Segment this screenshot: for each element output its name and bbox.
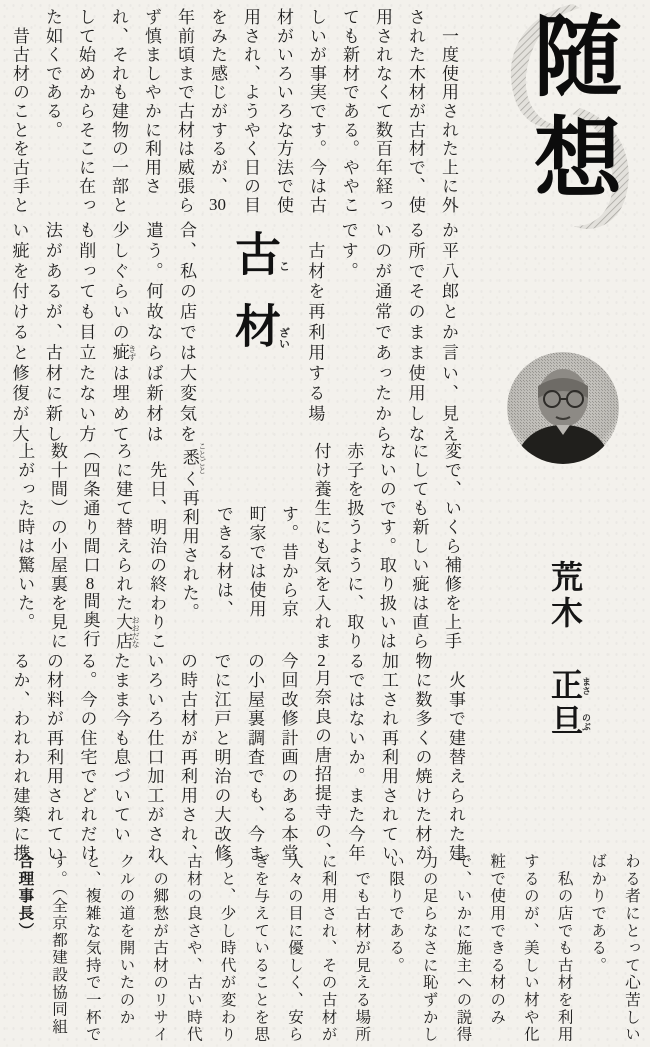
text-column: ず慎ましやかに利用さ bbox=[142, 8, 161, 196]
text-column: 用され、ようやく日の目 bbox=[241, 8, 260, 215]
text-column: 遣う。何故ならば新材は bbox=[143, 221, 163, 446]
text-column: る。今の住宅でどれだけ bbox=[77, 652, 97, 864]
text-column: るではないか。また今年 bbox=[345, 652, 365, 864]
text-column: ぎを与えていることを思 bbox=[252, 853, 270, 1044]
dan-1 bbox=[2, 8, 465, 215]
text-column: にしても新しい疵は直ら bbox=[409, 442, 429, 651]
text-column: 先日、明治の終わりこ bbox=[147, 442, 167, 651]
text-column: 古材を再利用する場 bbox=[305, 221, 325, 425]
text-column: 人々の目に優しく、安ら bbox=[285, 853, 303, 1044]
text-column: に利用され、その古材が bbox=[319, 853, 337, 1044]
text-column: る所でそのまま使用しな bbox=[405, 221, 425, 446]
text-column: の材料が再利用されてい bbox=[44, 652, 63, 864]
text-column: いろいろ仕口加工がされ bbox=[144, 652, 164, 864]
text-column: ばかりである。 bbox=[589, 853, 607, 975]
text-column: か平八郎とか言い、見え bbox=[439, 221, 458, 446]
text-column: 火事で建替えられた建 bbox=[446, 652, 465, 864]
text-column: す。（全京都建設協同組 bbox=[50, 853, 68, 1036]
text-column: 古こ材ざい bbox=[229, 230, 290, 374]
dan-4 bbox=[2, 652, 472, 866]
text-column: で、いかに施主への説得 bbox=[454, 853, 472, 1044]
dan-2-left bbox=[2, 221, 203, 452]
text-column: をみた感じがするが、30 bbox=[208, 8, 227, 213]
text-column: 今回改修計画のある本堂 bbox=[278, 652, 298, 864]
text-column: 私の店でも古材を利用 bbox=[555, 853, 573, 1044]
text-column: クルの道を開いたのか bbox=[117, 853, 135, 1026]
text-column: 2月奈良の唐招提寺の、 bbox=[312, 652, 331, 861]
text-column: 数十間）の小屋裏を見に bbox=[47, 442, 67, 651]
text-column: 古材の良さや、古い時代 bbox=[184, 853, 202, 1044]
dan-3 bbox=[11, 442, 467, 655]
text-column: 付け養生にも気を入れま bbox=[311, 442, 331, 651]
text-column: 力の足らなさに恥ずかし bbox=[420, 853, 438, 1044]
text-column: 材がいろいろな方法で使 bbox=[274, 8, 293, 215]
text-column: 昔古材のことを古手と bbox=[10, 8, 29, 215]
text-column: でも古材が見える場所 bbox=[353, 853, 371, 1044]
text-column: （四条通り間口8間奥行 bbox=[80, 442, 100, 649]
text-column: 物に数多くの焼けた材が bbox=[412, 652, 432, 864]
text-column: 合、私の店では大変気を bbox=[177, 221, 196, 446]
text-column: うと、少し時代が変わり bbox=[218, 853, 236, 1044]
text-column: す。昔から京 bbox=[279, 505, 299, 619]
text-column: しいが事実です。今は古 bbox=[307, 8, 326, 215]
text-column: ろに建て替えられた大店 おおだな bbox=[113, 442, 141, 651]
text-column: できる材は、 bbox=[213, 505, 233, 619]
text-column: い限りである。 bbox=[387, 853, 405, 975]
text-column: 町家では使用 bbox=[246, 505, 266, 619]
text-column: 悉 ことごとく再利用された。 bbox=[179, 442, 207, 622]
text-column: るか、われわれ建築に携 bbox=[10, 652, 30, 864]
text-column: 荒木 正まさ旦のぶ bbox=[547, 560, 591, 740]
text-column: 年前頃まで古材は威張ら bbox=[175, 8, 194, 215]
text-column: 用されなくて数百年経っ bbox=[373, 8, 392, 215]
text-column: れ、それも建物の一部と bbox=[109, 8, 128, 215]
text-column: いのが通常であったから bbox=[372, 221, 392, 446]
text-column: ないのです。取り扱いは bbox=[376, 442, 396, 651]
text-column: して始めからそこに在っ bbox=[76, 8, 95, 215]
author-name bbox=[528, 560, 602, 760]
text-column: と、複雑な気持で一杯で bbox=[83, 853, 101, 1044]
dan-5 bbox=[6, 853, 648, 1045]
text-column: 一度使用された上に外 bbox=[439, 8, 458, 215]
text-column: 少しぐらいの疵 きずは埋めて bbox=[109, 221, 137, 446]
dan-2-right bbox=[297, 221, 465, 452]
text-column: ても新材である。ややこ bbox=[340, 8, 359, 215]
text-column: 変で、いくら補修を上手 bbox=[442, 442, 461, 651]
text-column: 上がった時は驚いた。 bbox=[15, 442, 35, 632]
text-column: 粧で使用できる材のみ bbox=[488, 853, 506, 1026]
text-column: わる者にとって心苦しい bbox=[623, 853, 640, 1044]
text-column: も削っても目立たない方 bbox=[76, 221, 96, 446]
text-column: い疵を付けると修復が大 bbox=[9, 221, 29, 446]
text-column: するのが、美しい材や化 bbox=[521, 853, 539, 1044]
text-column: たまま今も息づいてい bbox=[111, 652, 130, 844]
text-column: 法があるが、古材に新し bbox=[42, 221, 62, 446]
text-column: の小屋裏調査でも、今ま bbox=[245, 652, 264, 864]
text-column: への郷愁が古材のリサイ bbox=[151, 853, 169, 1044]
text-column: の時古材が再利用され、 bbox=[178, 652, 197, 864]
masthead-title: 随想 bbox=[521, 10, 618, 214]
text-column: でに江戸と明治の大改修 bbox=[211, 652, 231, 864]
text-column: た如くである。 bbox=[43, 8, 62, 140]
text-column: です。 bbox=[338, 221, 358, 283]
text-column: 加工され再利用されてい bbox=[379, 652, 398, 864]
text-column: 合理事長） bbox=[16, 853, 34, 940]
text-column: 赤子を扱うように、取り bbox=[344, 442, 364, 651]
text-column: された木材が古材で、使 bbox=[406, 8, 425, 215]
author-photo bbox=[506, 351, 620, 465]
